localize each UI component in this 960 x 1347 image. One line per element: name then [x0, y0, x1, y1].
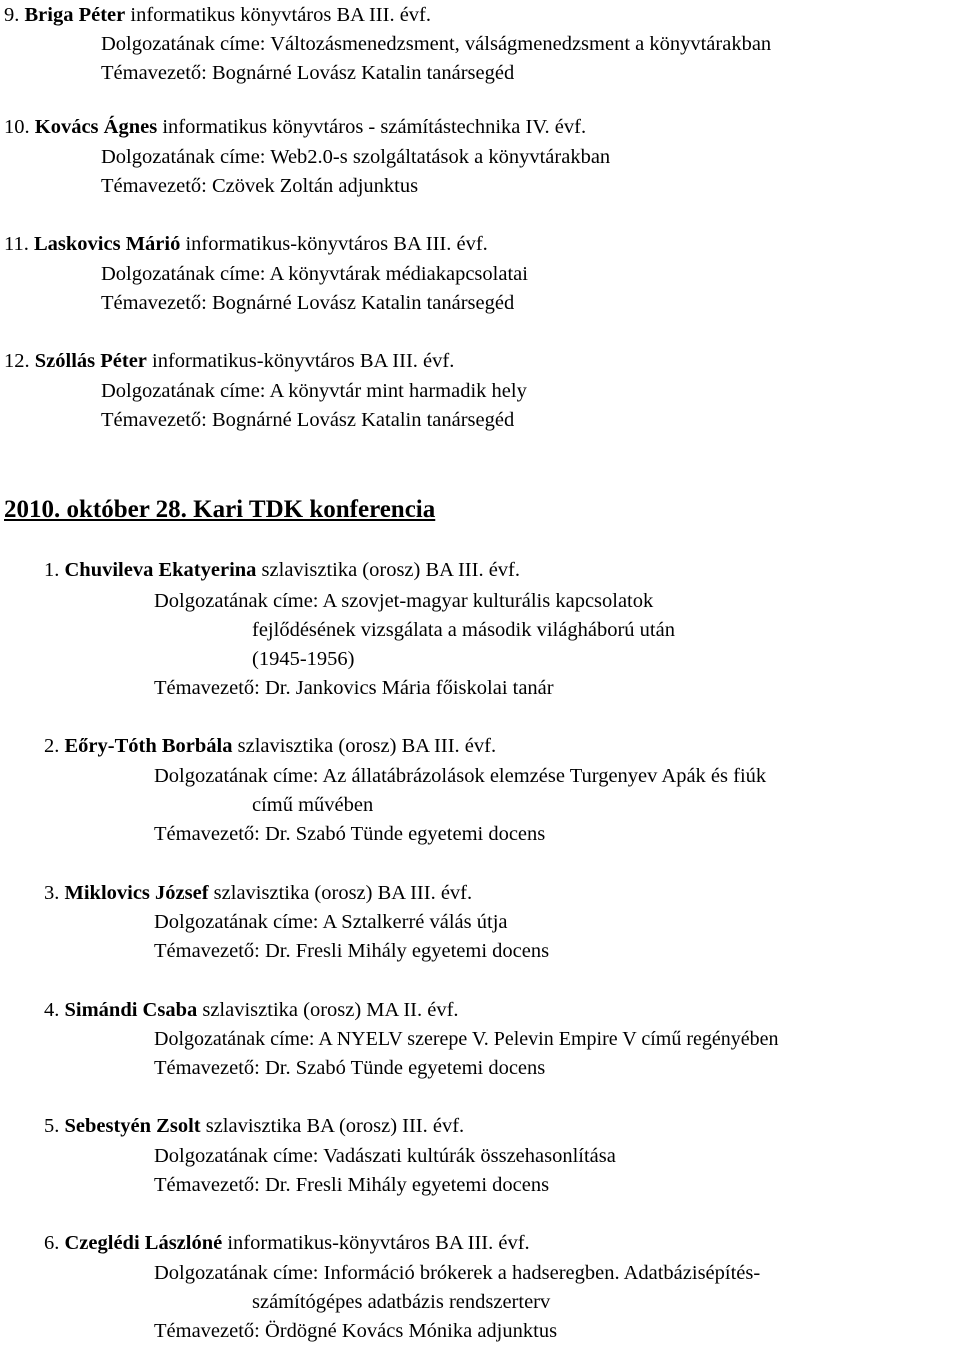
program: informatikus könyvtáros - számítástechnika IV. évf. [157, 116, 587, 138]
author-name: Laskovics Márió [34, 233, 181, 255]
author-name: Sebestyén Zsolt [64, 1115, 201, 1137]
thesis-title: Dolgozatának címe: Web2.0-s szolgáltatások a könyvtárakban [101, 146, 611, 168]
entry-header: 4. Simándi Csaba szlavisztika (orosz) MA II. évf. [44, 999, 459, 1021]
author-name: Simándi Csaba [64, 999, 198, 1021]
program: szlavisztika (orosz) MA II. évf. [197, 999, 459, 1021]
author-name: Kovács Ágnes [34, 116, 158, 138]
program: informatikus könyvtáros BA III. évf. [125, 4, 431, 26]
program: szlavisztika (orosz) BA III. évf. [232, 735, 497, 757]
author-name: Chuvileva Ekatyerina [64, 559, 257, 581]
supervisor: Témavezető: Dr. Szabó Tünde egyetemi docens [154, 1057, 546, 1079]
program: szlavisztika (orosz) BA III. évf. [256, 559, 520, 581]
thesis-title-line: Dolgozatának címe: A szovjet-magyar kulturális kapcsolatok [154, 590, 654, 612]
program: informatikus-könyvtáros BA III. évf. [222, 1232, 530, 1254]
supervisor: Témavezető: Dr. Fresli Mihály egyetemi docens [154, 1174, 550, 1196]
entry-header: 10. Kovács Ágnes informatikus könyvtáros - számítástechnika IV. évf. [4, 116, 587, 138]
conference-heading: 2010. október 28. Kari TDK konferencia [4, 496, 436, 523]
thesis-title-line: Dolgozatának címe: Az állatábrázolások elemzése Turgenyev Apák és fiúk [154, 765, 767, 787]
supervisor: Témavezető: Bognárné Lovász Katalin tanársegéd [101, 409, 515, 431]
thesis-title: Dolgozatának címe: Változásmenedzsment, válságmenedzsment a könyvtárakban [101, 33, 772, 55]
program: szlavisztika BA (orosz) III. évf. [200, 1115, 465, 1137]
program: szlavisztika (orosz) BA III. évf. [208, 882, 473, 904]
thesis-title-line: Dolgozatának címe: A Sztalkerré válás útja [154, 911, 508, 933]
entry-header: 6. Czeglédi Lászlóné informatikus-könyvtáros BA III. évf. [44, 1232, 530, 1254]
entry-header: 12. Szóllás Péter informatikus-könyvtáros BA III. évf. [4, 350, 455, 372]
author-name: Briga Péter [24, 4, 126, 26]
supervisor: Témavezető: Dr. Jankovics Mária főiskolai tanár [154, 677, 554, 699]
entry-header: 3. Miklovics József szlavisztika (orosz) BA III. évf. [44, 882, 473, 904]
entry-header: 9. Briga Péter informatikus könyvtáros BA III. évf. [4, 4, 431, 26]
thesis-title-line: számítógépes adatbázis rendszerterv [252, 1291, 551, 1313]
author-name: Miklovics József [64, 882, 209, 904]
supervisor: Témavezető: Bognárné Lovász Katalin tanársegéd [101, 62, 515, 84]
author-name: Szóllás Péter [34, 350, 147, 372]
supervisor: Témavezető: Bognárné Lovász Katalin tanársegéd [101, 292, 515, 314]
thesis-title-line: (1945-1956) [252, 648, 355, 670]
supervisor: Témavezető: Czövek Zoltán adjunktus [101, 175, 419, 197]
thesis-title-line: Dolgozatának címe: A NYELV szerepe V. Pelevin Empire V című regényében [154, 1028, 779, 1050]
program: informatikus-könyvtáros BA III. évf. [180, 233, 488, 255]
supervisor: Témavezető: Ördögné Kovács Mónika adjunktus [154, 1320, 558, 1342]
program: informatikus-könyvtáros BA III. évf. [146, 350, 455, 372]
thesis-title: Dolgozatának címe: A könyvtár mint harmadik hely [101, 380, 527, 402]
thesis-title-line: című művében [252, 794, 374, 816]
thesis-title-line: fejlődésének vizsgálata a második világháború után [252, 619, 675, 641]
author-name: Czeglédi Lászlóné [64, 1232, 223, 1254]
author-name: Eőry-Tóth Borbála [64, 735, 233, 757]
thesis-title: Dolgozatának címe: A könyvtárak médiakapcsolatai [101, 263, 528, 285]
thesis-title-line: Dolgozatának címe: Információ brókerek a hadseregben. Adatbázisépítés- [154, 1262, 761, 1284]
entry-header: 5. Sebestyén Zsolt szlavisztika BA (orosz) III. évf. [44, 1115, 465, 1137]
supervisor: Témavezető: Dr. Szabó Tünde egyetemi docens [154, 823, 546, 845]
supervisor: Témavezető: Dr. Fresli Mihály egyetemi docens [154, 940, 550, 962]
entry-header: 1. Chuvileva Ekatyerina szlavisztika (orosz) BA III. évf. [44, 559, 520, 581]
entry-header: 2. Eőry-Tóth Borbála szlavisztika (orosz) BA III. évf. [44, 735, 497, 757]
thesis-title-line: Dolgozatának címe: Vadászati kultúrák összehasonlítása [154, 1145, 616, 1167]
entry-header: 11. Laskovics Márió informatikus-könyvtáros BA III. évf. [4, 233, 488, 255]
